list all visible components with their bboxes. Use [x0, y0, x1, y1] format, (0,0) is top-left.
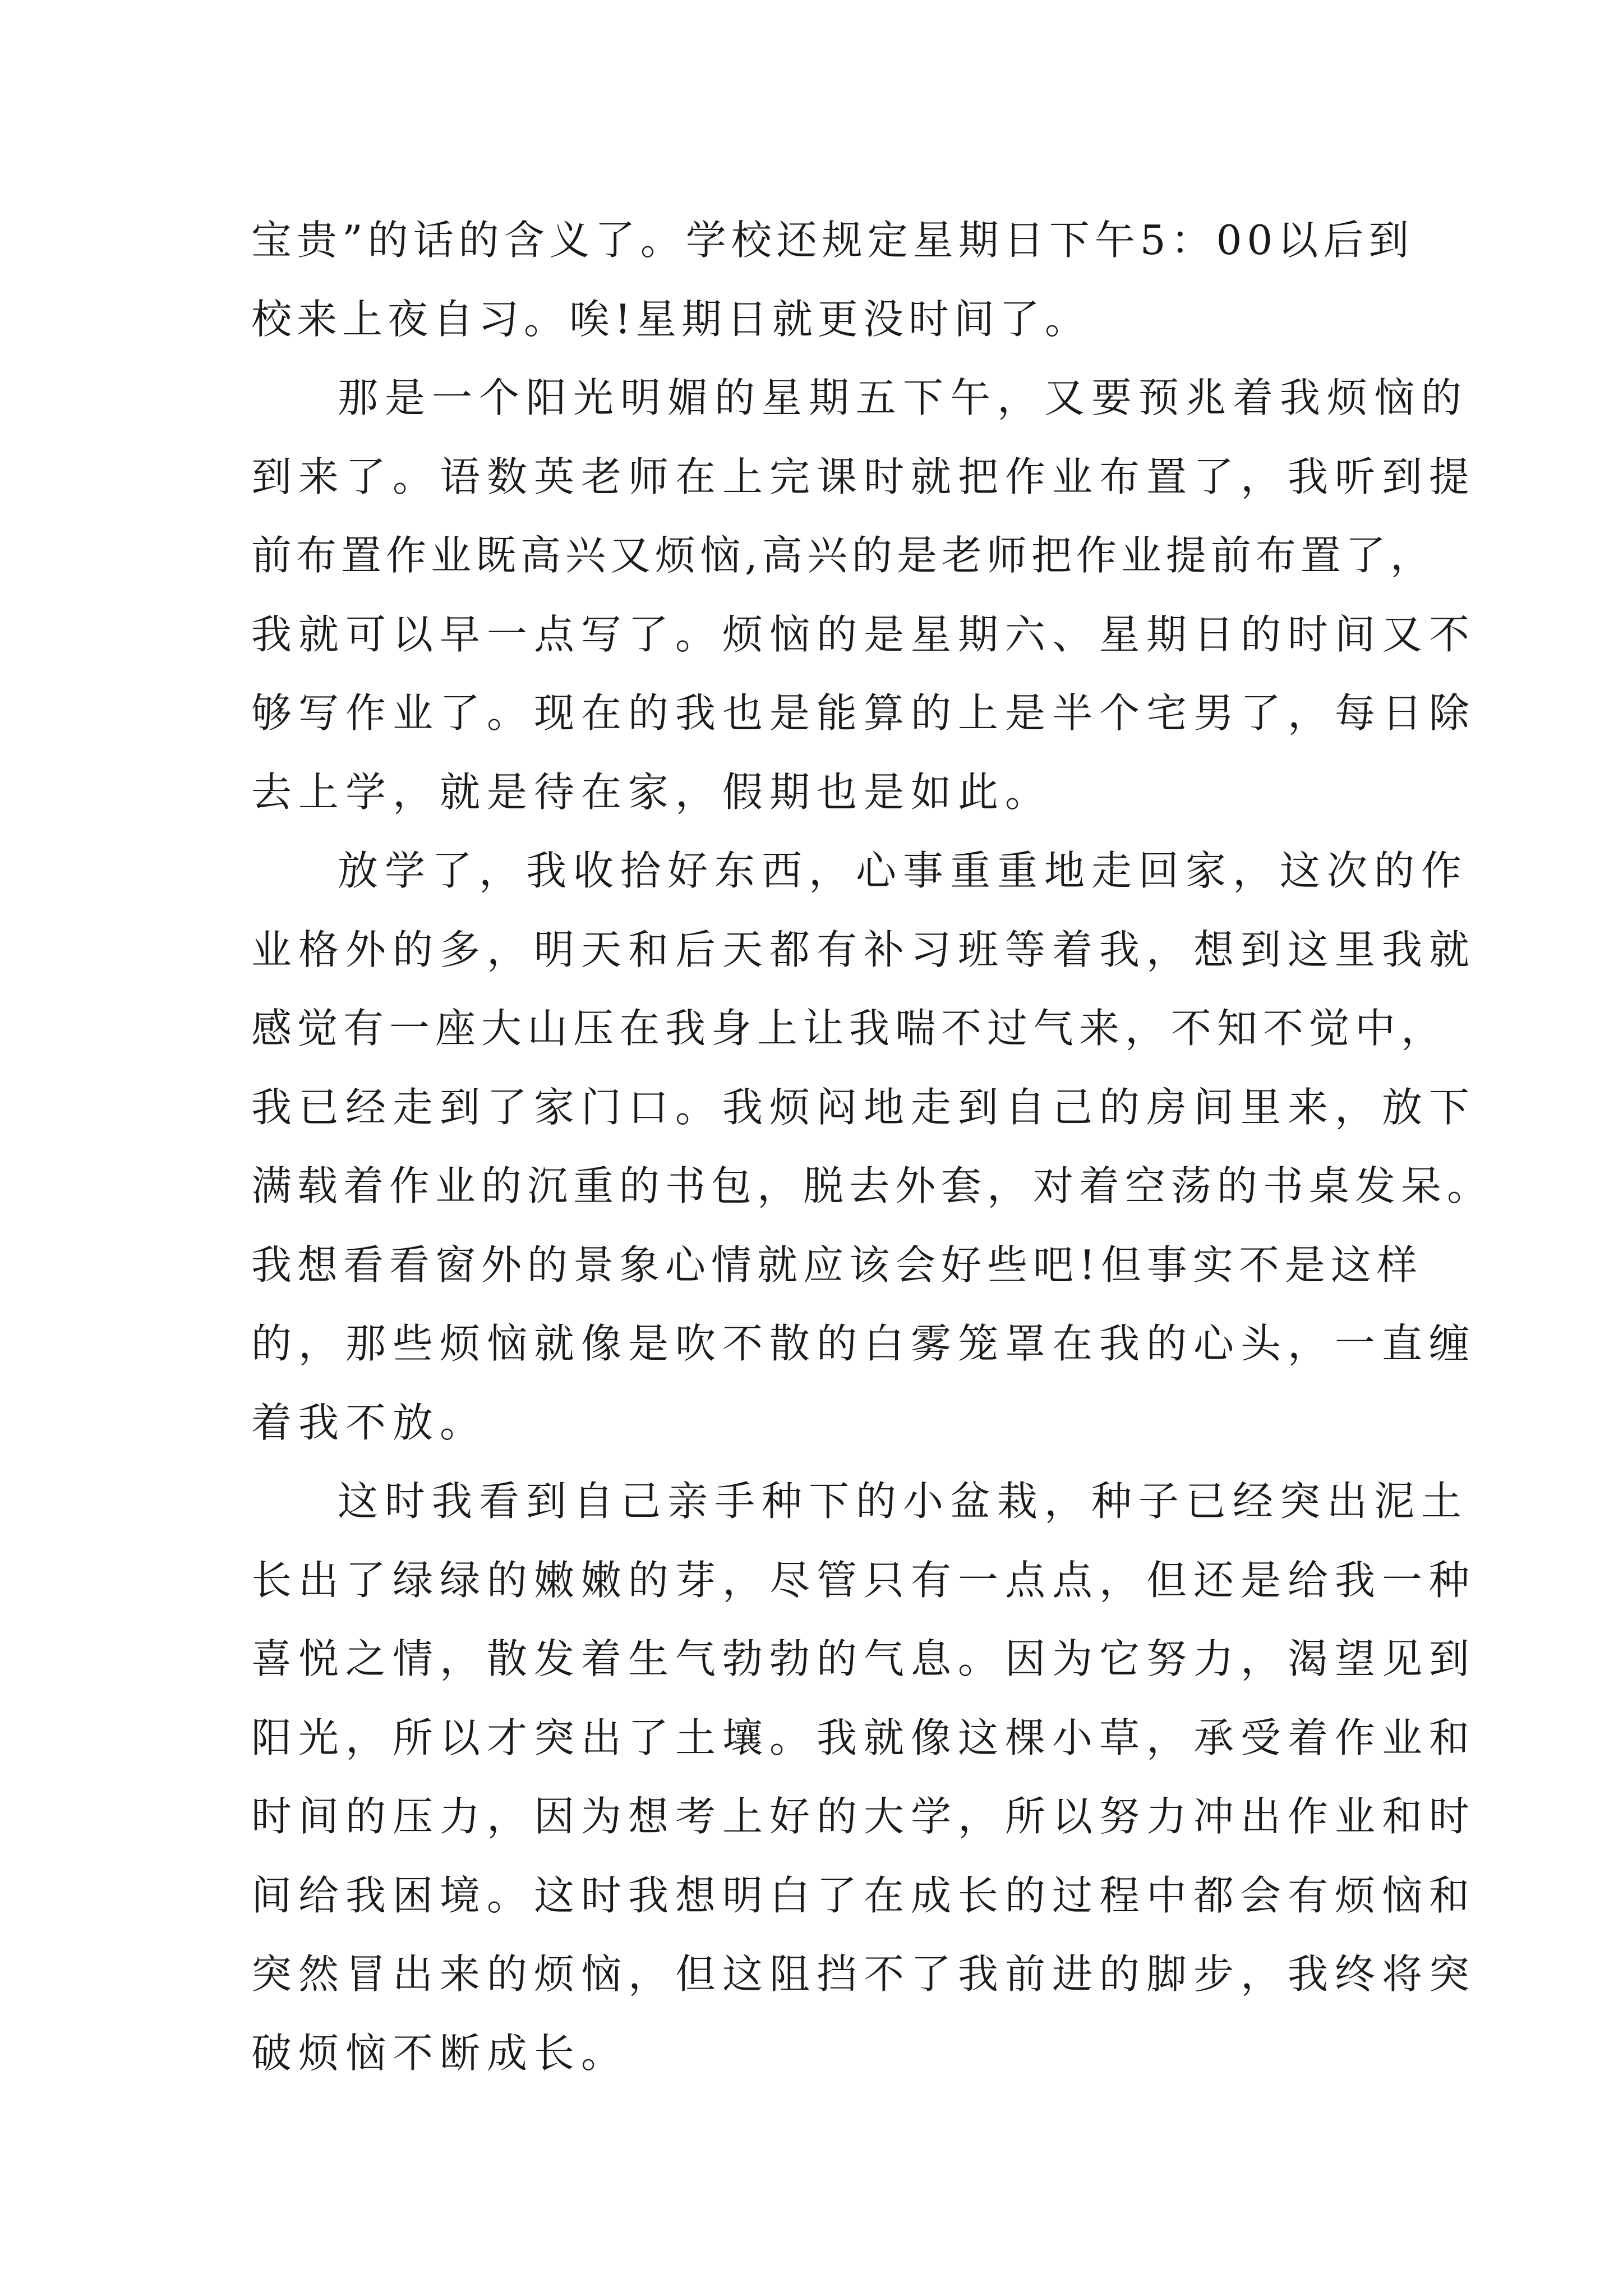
text-line: 感觉有一座大山压在我身上让我喘不过气来，不知不觉中，: [251, 1005, 1447, 1052]
text-line: 前布置作业既高兴又烦恼,高兴的是老师把作业提前布置了，: [251, 532, 1435, 579]
text-line: 长出了绿绿的嫩嫩的芽，尽管只有一点点，但还是给我一种: [251, 1557, 1477, 1604]
paragraph-start-line: 那是一个阳光明媚的星期五下午，又要预兆着我烦恼的: [338, 374, 1469, 421]
text-line: 着我不放。: [251, 1399, 487, 1446]
text-line: 我已经走到了家门口。我烦闷地走到自己的房间里来，放下: [251, 1084, 1477, 1131]
text-line: 间给我困境。这时我想明白了在成长的过程中都会有烦恼和: [251, 1872, 1477, 1919]
text-line: 时间的压力，因为想考上好的大学，所以努力冲出作业和时: [251, 1793, 1477, 1840]
text-line: 阳光，所以才突出了土壤。我就像这棵小草，承受着作业和: [251, 1714, 1477, 1761]
text-line: 我就可以早一点写了。烦恼的是星期六、星期日的时间又不: [251, 611, 1477, 658]
text-line: 喜悦之情，散发着生气勃勃的气息。因为它努力，渴望见到: [251, 1635, 1477, 1682]
text-line: 去上学，就是待在家，假期也是如此。: [251, 769, 1053, 816]
text-line: 到来了。语数英老师在上完课时就把作业布置了，我听到提: [251, 453, 1477, 500]
text-line: 突然冒出来的烦恼，但这阻挡不了我前进的脚步，我终将突: [251, 1950, 1477, 1998]
text-line: 满载着作业的沉重的书包，脱去外套，对着空荡的书桌发呆。: [251, 1162, 1493, 1209]
paragraph-start-line: 这时我看到自己亲手种下的小盆栽，种子已经突出泥土: [338, 1478, 1469, 1525]
text-line: 的，那些烦恼就像是吹不散的白雾笼罩在我的心头，一直缠: [251, 1320, 1477, 1367]
text-line: 够写作业了。现在的我也是能算的上是半个宅男了，每日除: [251, 689, 1477, 737]
text-line: 我想看看窗外的景象心情就应该会好些吧!但事实不是这样: [251, 1241, 1423, 1289]
paragraph-start-line: 放学了，我收拾好东西，心事重重地走回家，这次的作: [338, 847, 1469, 894]
text-line: 业格外的多，明天和后天都有补习班等着我，想到这里我就: [251, 926, 1477, 973]
text-line: 宝贵”的话的含义了。学校还规定星期日下午5：00以后到: [251, 217, 1414, 264]
text-line: 破烦恼不断成长。: [251, 2030, 629, 2077]
text-line: 校来上夜自习。唉!星期日就更没时间了。: [251, 296, 1090, 343]
